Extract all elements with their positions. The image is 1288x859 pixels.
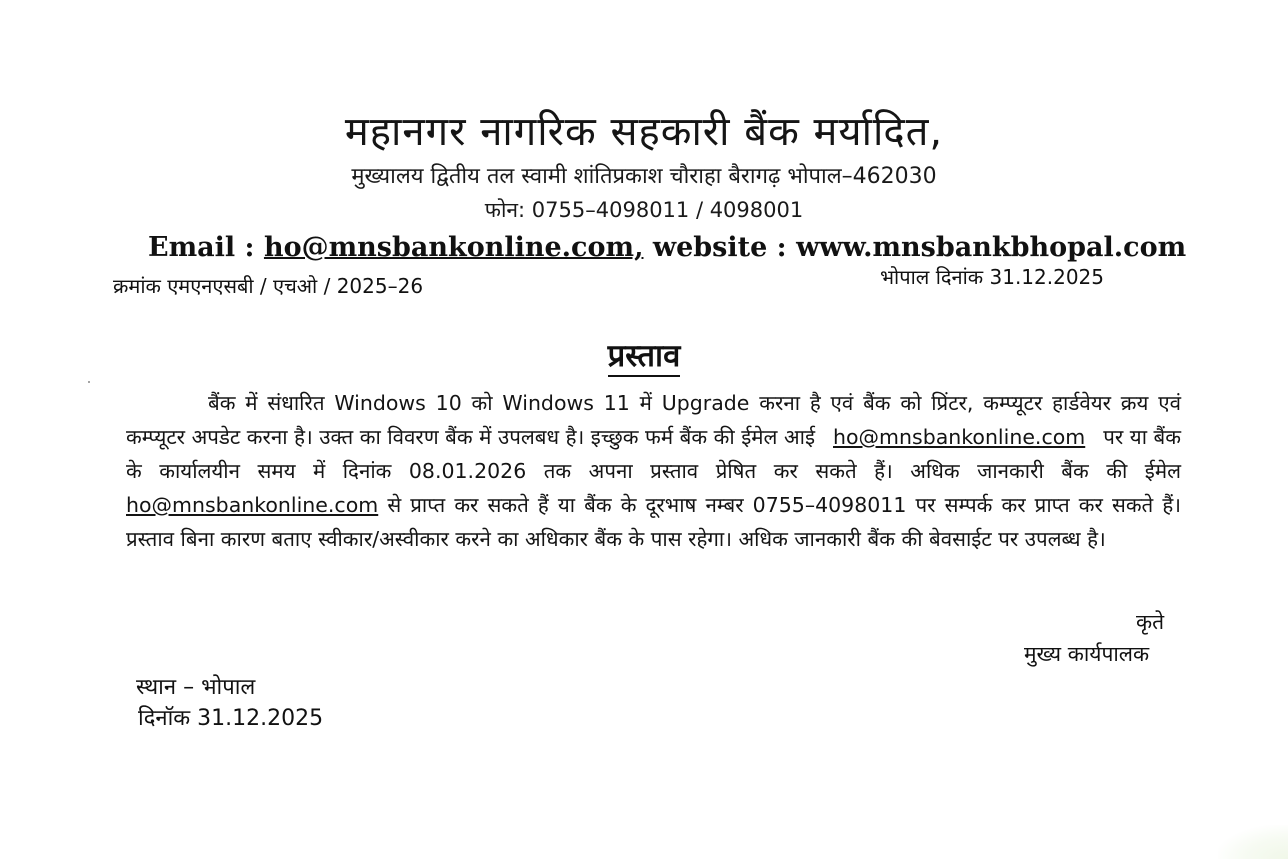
signature-kritey: कृते [1136,610,1165,634]
body-email-link-1[interactable]: ho@mnsbankonline.com [833,425,1086,449]
bank-name-heading: महानगर नागरिक सहकारी बैंक मर्यादित, [344,109,944,155]
proposal-body [126,386,1181,556]
scan-speck [88,381,90,383]
body-part-2: पर या बैंक के कार्यालयीन समय में दिनांक 08.01.2026 तक अपना प्रस्ताव प्रेषित कर सकते हैं। अधिक जानकारी बैंक की ईमेल [126,425,1181,483]
title-text: प्रस्ताव [608,338,681,377]
bank-address: मुख्यालय द्वितीय तल स्वामी शांतिप्रकाश चौराहा बैरागढ़ भोपाल–462030 [351,164,937,189]
body-part-1: बैंक में संधारित Windows 10 को Windows 11 में Upgrade करना है एवं बैंक को प्रिंटर, कम्प्यूटर हार्डवेयर क्रय एवं कम्प्यूटर अपडेट करना है। उक्त का विवरण बैंक में उपलबध है। इच्छुक फर्म बैंक की ईमेल आई [126,391,1181,449]
website-label: website : [652,232,787,263]
reference-date: भोपाल दिनांक 31.12.2025 [880,265,1105,289]
footer-date: दिनॉक 31.12.2025 [138,706,324,731]
document-title [0,338,1288,375]
email-link[interactable]: ho@mnsbankonline.com, [263,232,644,263]
signature-designation: मुख्य कार्यपालक [1024,642,1150,666]
footer-place: स्थान – भोपाल [136,675,256,700]
contact-line [148,232,1186,264]
scan-corner-glare [1218,825,1288,859]
website-link[interactable]: www.mnsbankbhopal.com [796,232,1187,263]
reference-number: क्रमांक एमएनएसबी / एचओ / 2025–26 [113,274,424,298]
email-label: Email : [148,232,255,263]
body-email-link-2[interactable]: ho@mnsbankonline.com [126,493,379,517]
body-part-3: से प्राप्त कर सकते हैं या बैंक के दूरभाष नम्बर 0755–4098011 पर सम्पर्क कर प्राप्त कर सकते हैं। प्रस्ताव बिना कारण बताए स्वीकार/अस्वीकार करने का अधिकार बैंक के पास रहेगा। अधिक जानकारी बैंक की बेवसाईट पर उपलब्ध है। [126,493,1181,551]
bank-phone: फोन: 0755–4098011 / 4098001 [484,198,804,222]
